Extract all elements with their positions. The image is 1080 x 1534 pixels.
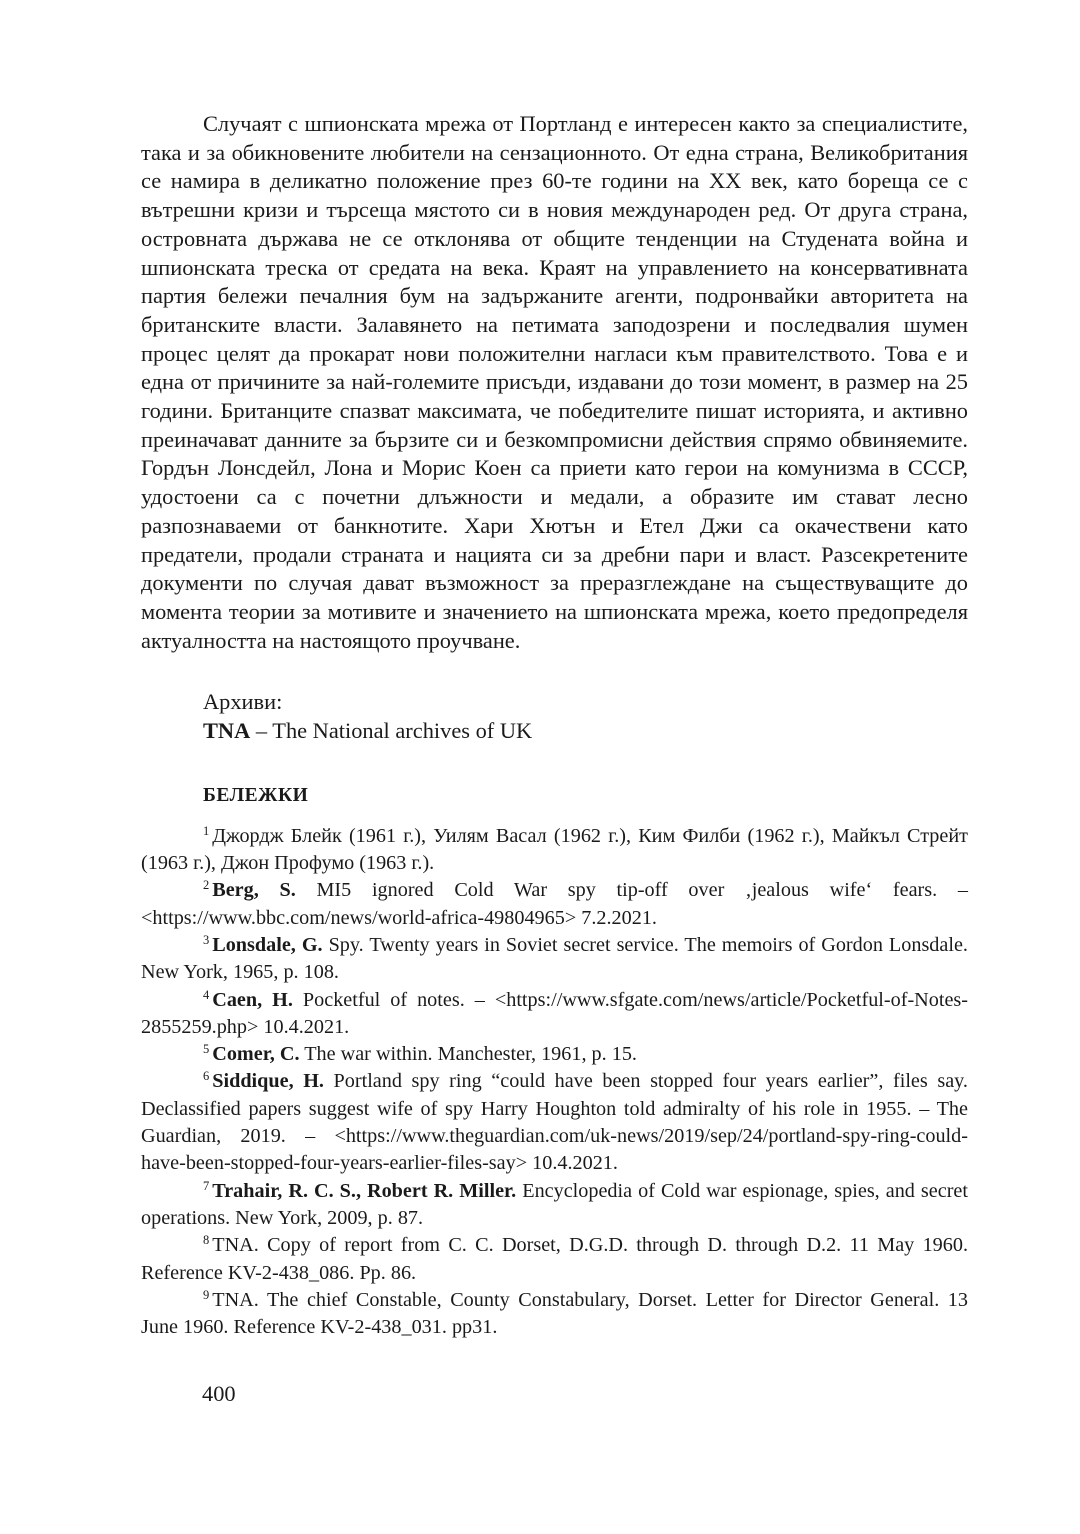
footnote-text: Encyclopedia of Cold war espionage, spies, and secret operations. New York, 2009, p. 87. [141, 1179, 968, 1229]
footnote-text: The war within. Manchester, 1961, p. 15. [299, 1043, 637, 1066]
footnote-text: TNA. Copy of report from C. C. Dorset, D.G.D. through D. through D.2. 11 May 1960. Reference KV-2-438_086. Pp. 86. [141, 1234, 968, 1284]
footnote-author: Lonsdale, G. [212, 933, 323, 956]
page-number: 400 [202, 1381, 236, 1406]
footnote [141, 877, 968, 932]
footnote [141, 987, 968, 1042]
footnote-author: Berg, S. [212, 879, 296, 902]
footnote [141, 1287, 968, 1342]
footnote [141, 1178, 968, 1233]
footnote-author: Siddique, H. [212, 1070, 324, 1093]
footnote-number: 3 [203, 932, 210, 947]
notes-heading: БЕЛЕЖКИ [203, 784, 309, 806]
notes-list [141, 823, 968, 1342]
footnote-number: 1 [203, 823, 210, 838]
footnote [141, 932, 968, 987]
archives-label: Архиви: [203, 689, 283, 715]
footnote-number: 6 [203, 1069, 210, 1084]
footnote [141, 823, 968, 878]
footnote-text: Spy. Twenty years in Soviet secret service. The memoirs of Gordon Lonsdale. New York, 1965, p. 108. [141, 933, 968, 984]
archives-abbr: TNA [203, 718, 251, 744]
footnote-author: Caen, H. [212, 988, 293, 1011]
footnote-text: Джордж Блейк (1961 г.), Уилям Васал (1962 г.), Ким Филби (1962 г.), Майкъл Стрейт (1963 г.), Джон Профумо (1963 г.). [141, 824, 968, 875]
footnote-text: Portland spy ring “could have been stopped four years earlier”, files say. Declassified papers suggest wife of spy Harry Houghton told admiralty of his role in 1955. – The Guardian, 2019. – <https://www.theguardian.com/uk-news/2019/sep/24/portland-spy-ring-could-have-been-stopped-four-years-earlier-files-say> 10.4.2021. [141, 1070, 968, 1175]
footnote-number: 2 [203, 878, 210, 893]
footnote-number: 7 [203, 1178, 210, 1193]
footnote-number: 9 [203, 1287, 210, 1302]
footnote-number: 4 [203, 987, 210, 1002]
page-content [141, 110, 968, 1341]
footnote [141, 1041, 968, 1068]
footnote-number: 5 [203, 1042, 210, 1057]
footnote-author: Trahair, R. C. S., Robert R. Miller. [212, 1179, 517, 1202]
body-paragraph: Случаят с шпионската мрежа от Портланд е интересен както за специалистите, така и за обикновените любители на сензационното. От една страна, Великобритания се намира в деликатно положение през 60-те години на XX век, като бореща се с вътрешни кризи и търсеща мястото си в новия международен ред. От друга страна, островната държава не се отклонява от общите тенденции на Студената война и шпионската треска от средата на века. Краят на управлението на консервативната партия бележи печалния бум на задържаните агенти, подронвайки авторитета на британските власти. Залавянето на петимата заподозрени и последвалия шумен процес целят да прокарат нови положителни нагласи към правителството. Това е и една от причините за най-големите присъди, издавани до този момент, в размер на 25 години. Британците спазват максимата, че победителите пишат историята, и активно преиначават данните за бързите си и безкомпромисни действия спрямо обвиняемите. Гордън Лонсдейл, Лона и Морис Коен са приети като герои на комунизма в СССР, удостоени са с почетни длъжности и медали, а образите им стават лесно разпознаваеми от банкнотите. Хари Хютън и Етел Джи са окачествени като предатели, продали страната и нацията си за дребни пари и власт. Разсекретените документи по случая дават възможност за преразглеждане на съществуващите до момента теории за мотивите и значението на шпионската мрежа, което предопределя актуалността на настоящото проучване. [141, 111, 968, 653]
footnote-author: Comer, C. [212, 1043, 300, 1066]
archives-text: – The National archives of UK [250, 718, 533, 744]
footnote [141, 1068, 968, 1177]
footnote-number: 8 [203, 1233, 210, 1248]
footnote [141, 1232, 968, 1287]
footnote-text: MI5 ignored Cold War spy tip-off over ‚jealous wife‘ fears. – <https://www.bbc.com/news/world-africa-49804965> 7.2.2021. [141, 879, 968, 929]
footnote-text: TNA. The chief Constable, County Constabulary, Dorset. Letter for Director General. 13 June 1960. Reference KV-2-438_031. pp31. [141, 1288, 968, 1339]
archives-block [141, 688, 968, 745]
archives-entry [203, 717, 968, 746]
footnote-text: Pocketful of notes. – <https://www.sfgate.com/news/article/Pocketful-of-Notes-2855259.php> 10.4.2021. [141, 988, 968, 1038]
